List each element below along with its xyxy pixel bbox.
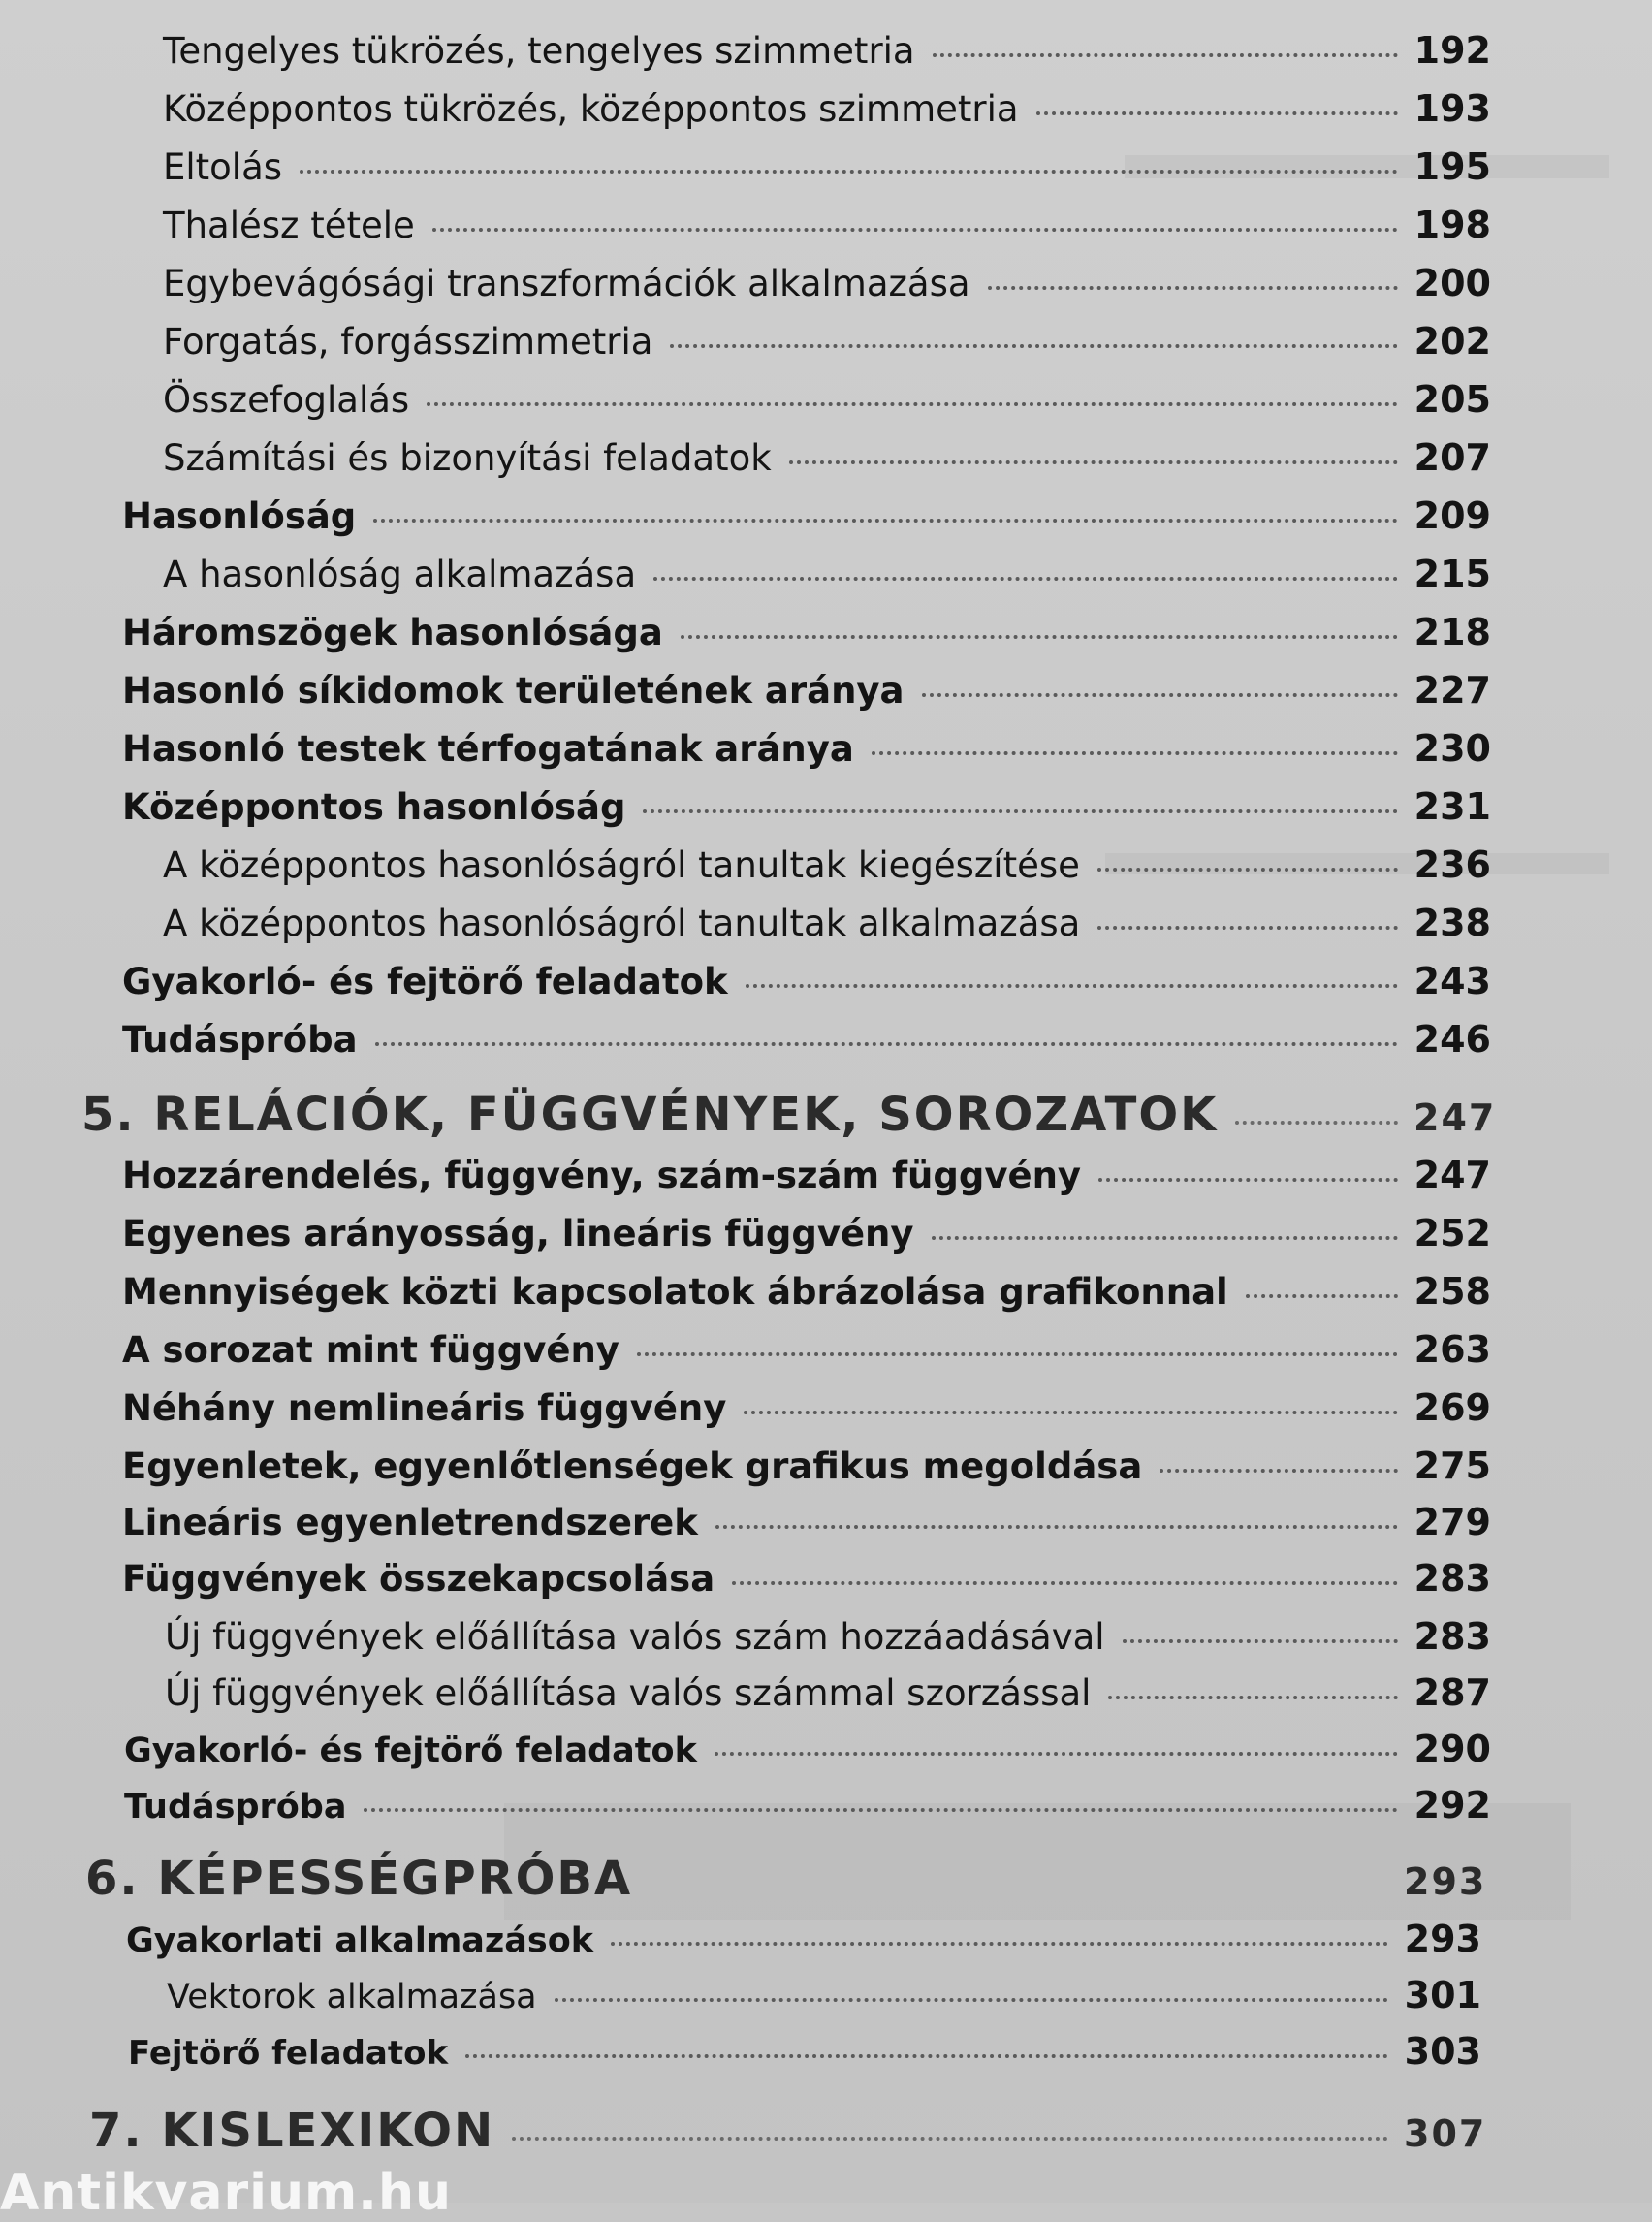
toc-entry-title: Tudáspróba xyxy=(124,1788,347,1826)
toc-entry-page: 258 xyxy=(1414,1270,1491,1313)
toc-entry[interactable] xyxy=(163,145,1491,188)
toc-entry-title: Tudáspróba xyxy=(122,1019,358,1061)
toc-entry-title: Fejtörő feladatok xyxy=(128,2034,449,2073)
toc-entry-page: 238 xyxy=(1414,902,1491,944)
toc-entry-page: 290 xyxy=(1414,1728,1491,1770)
dot-leader xyxy=(746,982,1398,988)
toc-entry-page: 301 xyxy=(1404,1974,1481,2016)
toc-entry[interactable] xyxy=(122,1328,1491,1371)
toc-entry-page: 243 xyxy=(1414,960,1491,1002)
toc-entry-page: 198 xyxy=(1414,204,1491,246)
toc-entry[interactable] xyxy=(122,611,1491,653)
dot-leader xyxy=(364,1806,1398,1812)
chapter-title: 5. RELÁCIÓK, FÜGGVÉNYEK, SOROZATOK xyxy=(81,1088,1219,1142)
chapter-page: 307 xyxy=(1404,2112,1487,2155)
toc-entry-page: 275 xyxy=(1414,1444,1491,1487)
toc-entry[interactable] xyxy=(126,1918,1481,1960)
toc-entry-title: Egyenletek, egyenlőtlenségek grafikus megoldása xyxy=(122,1445,1143,1487)
toc-entry[interactable] xyxy=(163,320,1491,363)
toc-entry[interactable] xyxy=(122,1557,1491,1600)
toc-entry-title: Középpontos tükrözés, középpontos szimmetria xyxy=(163,88,1019,130)
toc-entry-title: Hozzárendelés, függvény, szám-szám függvény xyxy=(122,1155,1082,1196)
toc-entry-page: 263 xyxy=(1414,1328,1491,1371)
dot-leader xyxy=(789,459,1398,464)
toc-entry[interactable] xyxy=(122,1444,1491,1487)
dot-leader xyxy=(427,400,1398,406)
toc-entry-title: Forgatás, forgásszimmetria xyxy=(163,321,653,363)
dot-leader xyxy=(1097,866,1398,872)
dot-leader xyxy=(375,1040,1398,1046)
toc-entry-page: 247 xyxy=(1414,1154,1491,1196)
toc-entry-page: 287 xyxy=(1414,1671,1491,1714)
toc-entry-page: 218 xyxy=(1414,611,1491,653)
toc-entry[interactable] xyxy=(122,1501,1491,1543)
toc-entry-page: 207 xyxy=(1414,436,1491,479)
dot-leader xyxy=(1097,924,1398,930)
chapter-heading[interactable] xyxy=(89,2104,1487,2158)
toc-entry-title: Függvények összekapcsolása xyxy=(122,1558,715,1600)
toc-entry-title: Hasonló síkidomok területének aránya xyxy=(122,670,905,712)
toc-entry-page: 269 xyxy=(1414,1386,1491,1429)
dot-leader xyxy=(670,342,1398,348)
toc-entry-page: 209 xyxy=(1414,494,1491,537)
toc-entry-title: Gyakorlati alkalmazások xyxy=(126,1921,594,1960)
dot-leader xyxy=(988,284,1398,290)
dot-leader xyxy=(555,1996,1388,2002)
toc-entry[interactable] xyxy=(128,2030,1481,2073)
toc-entry[interactable] xyxy=(165,1615,1491,1658)
chapter-page: 293 xyxy=(1404,1860,1487,1903)
toc-entry[interactable] xyxy=(122,1212,1491,1254)
toc-entry-page: 283 xyxy=(1414,1615,1491,1658)
toc-entry-page: 279 xyxy=(1414,1501,1491,1543)
toc-entry-page: 227 xyxy=(1414,669,1491,712)
toc-entry-title: Thalész tétele xyxy=(163,205,415,246)
toc-entry-title: Hasonlóság xyxy=(122,495,357,537)
toc-entry[interactable] xyxy=(163,262,1491,304)
toc-entry[interactable] xyxy=(163,843,1491,886)
watermark: Antikvarium.hu xyxy=(0,2164,452,2222)
toc-entry[interactable] xyxy=(122,669,1491,712)
toc-entry-title: Új függvények előállítása valós szám hozzáadásával xyxy=(165,1616,1105,1658)
dot-leader xyxy=(1123,1637,1398,1643)
toc-entry-page: 202 xyxy=(1414,320,1491,363)
dot-leader xyxy=(732,1579,1398,1585)
dot-leader xyxy=(933,51,1398,57)
chapter-title: 7. KISLEXIKON xyxy=(89,2104,495,2158)
toc-entry-title: Néhány nemlineáris függvény xyxy=(122,1387,727,1429)
toc-entry[interactable] xyxy=(122,1386,1491,1429)
toc-entry[interactable] xyxy=(124,1728,1491,1770)
toc-entry-title: A sorozat mint függvény xyxy=(122,1329,620,1371)
toc-entry[interactable] xyxy=(165,1671,1491,1714)
toc-entry[interactable] xyxy=(122,960,1491,1002)
toc-entry-page: 195 xyxy=(1414,145,1491,188)
toc-entry[interactable] xyxy=(124,1784,1491,1826)
dot-leader xyxy=(653,575,1398,581)
toc-entry-title: Mennyiségek közti kapcsolatok ábrázolása grafikonnal xyxy=(122,1271,1228,1313)
dot-leader xyxy=(373,517,1398,523)
dot-leader xyxy=(432,226,1398,232)
toc-entry-title: Lineáris egyenletrendszerek xyxy=(122,1502,698,1543)
chapter-title: 6. KÉPESSÉGPRÓBA xyxy=(85,1852,633,1906)
chapter-page: 247 xyxy=(1414,1096,1497,1139)
dot-leader xyxy=(637,1350,1398,1356)
dot-leader xyxy=(465,2052,1388,2058)
dot-leader xyxy=(744,1409,1398,1414)
toc-entry-title: Vektorok alkalmazása xyxy=(167,1978,537,2016)
toc-entry-page: 205 xyxy=(1414,378,1491,421)
toc-entry-page: 200 xyxy=(1414,262,1491,304)
dot-leader xyxy=(715,1750,1398,1756)
toc-entry-page: 230 xyxy=(1414,727,1491,770)
toc-entry-title: Középpontos hasonlóság xyxy=(122,786,626,828)
toc-entry-title: Tengelyes tükrözés, tengelyes szimmetria xyxy=(163,30,915,72)
toc-entry-page: 193 xyxy=(1414,87,1491,130)
toc-entry-page: 293 xyxy=(1404,1918,1481,1960)
toc-entry[interactable] xyxy=(163,902,1491,944)
toc-entry[interactable] xyxy=(122,1018,1491,1061)
toc-entry[interactable] xyxy=(163,378,1491,421)
toc-entry[interactable] xyxy=(163,87,1491,130)
toc-entry-title: Új függvények előállítása valós számmal szorzással xyxy=(165,1672,1092,1714)
dot-leader xyxy=(922,691,1398,697)
toc-entry-title: A hasonlóság alkalmazása xyxy=(163,554,637,595)
toc-entry[interactable] xyxy=(122,494,1491,537)
toc-entry-title: A középpontos hasonlóságról tanultak alkalmazása xyxy=(163,903,1081,944)
toc-entry-page: 246 xyxy=(1414,1018,1491,1061)
toc-entry-title: Egyenes arányosság, lineáris függvény xyxy=(122,1213,914,1254)
dot-leader xyxy=(1108,1694,1398,1699)
dot-leader xyxy=(300,168,1398,174)
toc-entry-title: Eltolás xyxy=(163,146,283,188)
dot-leader xyxy=(1098,1176,1398,1182)
toc-entry-title: A középpontos hasonlóságról tanultak kiegészítése xyxy=(163,844,1080,886)
dot-leader xyxy=(1160,1467,1398,1473)
toc-entry[interactable] xyxy=(122,727,1491,770)
dot-leader xyxy=(1246,1292,1398,1298)
dot-leader xyxy=(643,808,1398,813)
toc-entry-page: 215 xyxy=(1414,553,1491,595)
toc-entry-page: 283 xyxy=(1414,1557,1491,1600)
toc-entry[interactable] xyxy=(167,1974,1481,2016)
toc-entry-page: 236 xyxy=(1414,843,1491,886)
toc-entry-page: 292 xyxy=(1414,1784,1491,1826)
dot-leader xyxy=(932,1234,1399,1240)
toc-entry-title: Egybevágósági transzformációk alkalmazása xyxy=(163,263,970,304)
chapter-heading[interactable] xyxy=(85,1852,1487,1906)
chapter-heading[interactable] xyxy=(81,1088,1497,1142)
toc-entry[interactable] xyxy=(122,785,1491,828)
dot-leader xyxy=(650,1883,1388,1889)
toc-entry-page: 231 xyxy=(1414,785,1491,828)
toc-entry-page: 303 xyxy=(1404,2030,1481,2073)
dot-leader xyxy=(872,749,1398,755)
toc-entry-title: Gyakorló- és fejtörő feladatok xyxy=(122,961,728,1002)
toc-entry[interactable] xyxy=(163,204,1491,246)
toc-entry[interactable] xyxy=(122,1270,1491,1313)
toc-entry[interactable] xyxy=(122,1154,1491,1196)
toc-entry-page: 192 xyxy=(1414,29,1491,72)
toc-entry[interactable] xyxy=(163,436,1491,479)
dot-leader xyxy=(512,2135,1388,2141)
dot-leader xyxy=(681,633,1398,639)
toc-entry-title: Összefoglalás xyxy=(163,379,410,421)
dot-leader xyxy=(1235,1119,1398,1125)
dot-leader xyxy=(611,1940,1388,1946)
toc-entry-title: Háromszögek hasonlósága xyxy=(122,612,663,653)
toc-entry-title: Gyakorló- és fejtörő feladatok xyxy=(124,1731,697,1770)
toc-entry[interactable] xyxy=(163,553,1491,595)
dot-leader xyxy=(715,1523,1398,1529)
dot-leader xyxy=(1036,110,1398,115)
toc-entry-title: Számítási és bizonyítási feladatok xyxy=(163,437,772,479)
toc-entry-title: Hasonló testek térfogatának aránya xyxy=(122,728,854,770)
toc-entry-page: 252 xyxy=(1414,1212,1491,1254)
toc-entry[interactable] xyxy=(163,29,1491,72)
